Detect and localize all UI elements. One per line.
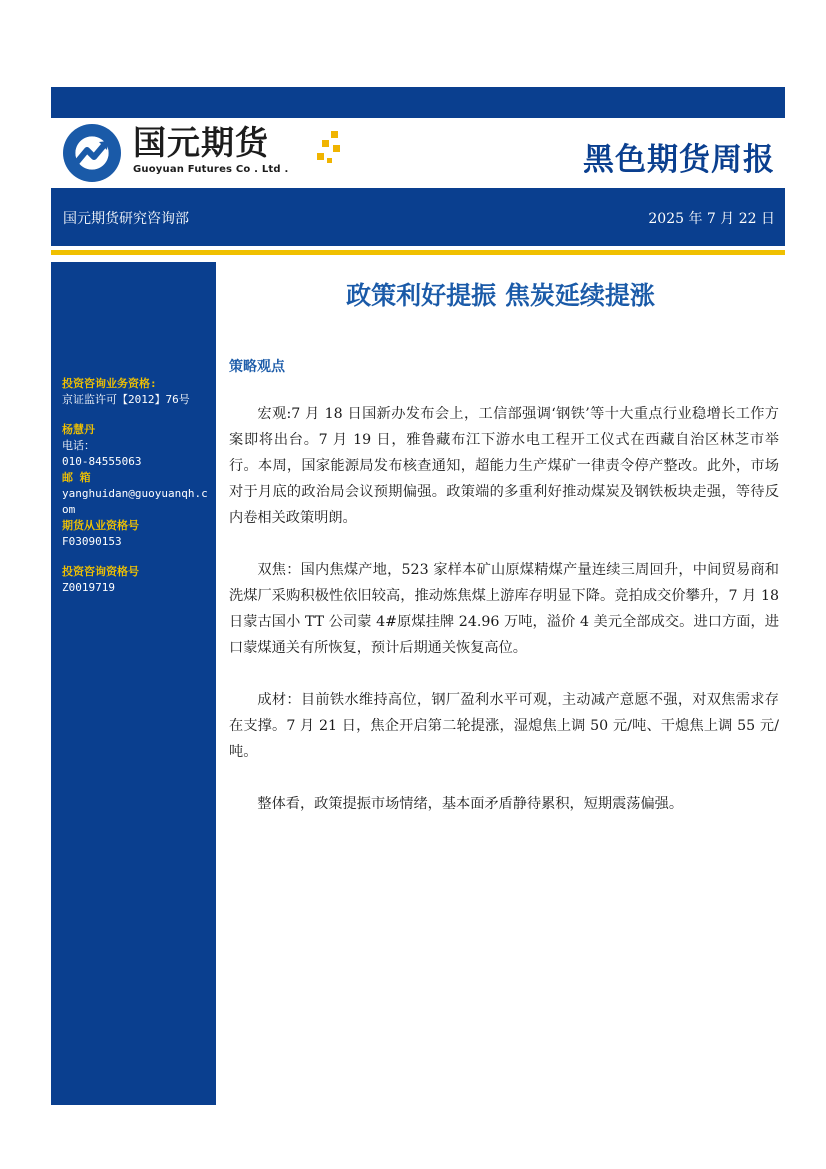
phone-value: 010-84555063 bbox=[62, 455, 142, 468]
top-banner-bar bbox=[51, 87, 785, 118]
department-name: 国元期货研究咨询部 bbox=[63, 211, 189, 227]
accent-divider bbox=[51, 250, 785, 255]
consult-license-value: Z0019719 bbox=[62, 581, 115, 594]
email-label: 邮 箱 bbox=[62, 471, 91, 484]
department-bar bbox=[51, 188, 785, 246]
paragraph-coking: 双焦：国内焦煤产地，523 家样本矿山原煤精煤产量连续三周回升，中间贸易商和洗煤厂采购积极性依旧较高，推动炼焦煤上游库存明显下降。竞拍成交价攀升，7 月 18 日蒙古国小 TT 公司蒙 4#原煤挂牌 24.96 万吨，溢价 4 美元全部成交。进口方面，进口蒙煤通关有所恢复，预计后期通关恢复高位。 bbox=[229, 562, 779, 656]
paragraph-steel: 成材：目前铁水维持高位，钢厂盈利水平可观，主动减产意愿不强，对双焦需求存在支撑。7 月 21 日，焦企开启第二轮提涨，湿熄焦上调 50 元/吨、干熄焦上调 55 元/吨。 bbox=[229, 692, 779, 760]
section-label: 策略观点 bbox=[229, 359, 285, 375]
paragraph-macro: 宏观:7 月 18 日国新办发布会上，工信部强调‘钢铁’等十大重点行业稳增长工作方案即将出台。7 月 19 日，雅鲁藏布江下游水电工程开工仪式在西藏自治区林芝市举行。本周，国家能源局发布核查通知，超能力生产煤矿一律责令停产整改。此外，市场对于月底的政治局会议预期偏强。政策端的多重利好推动煤炭及钢铁板块走强，等待反内卷相关政策明朗。 bbox=[229, 406, 779, 526]
article-title: 政策利好提振 焦炭延续提涨 bbox=[346, 281, 655, 310]
analyst-contact-block bbox=[62, 376, 212, 596]
report-header bbox=[51, 118, 785, 188]
article-body bbox=[229, 401, 779, 843]
report-date: 2025 年 7 月 22 日 bbox=[648, 211, 775, 227]
guoyuan-logo-icon bbox=[63, 124, 121, 182]
logo-dots-icon bbox=[313, 131, 343, 167]
qualification-value: 京证监许可【2012】76号 bbox=[62, 393, 190, 406]
qualification-label: 投资咨询业务资格: bbox=[62, 377, 157, 390]
analyst-name: 杨慧丹 bbox=[62, 423, 95, 436]
report-title: 黑色期货周报 bbox=[583, 142, 775, 178]
email-value: yanghuidan@guoyuanqh.com bbox=[62, 487, 208, 516]
consult-license-label: 投资咨询资格号 bbox=[62, 565, 139, 578]
paragraph-summary: 整体看，政策提振市场情绪，基本面矛盾静待累积，短期震荡偏强。 bbox=[257, 796, 684, 812]
futures-license-value: F03090153 bbox=[62, 535, 122, 548]
logo-english-name: Guoyuan Futures Co . Ltd . bbox=[133, 164, 289, 175]
futures-license-label: 期货从业资格号 bbox=[62, 519, 139, 532]
logo-chinese-name: 国元期货 bbox=[133, 123, 269, 162]
phone-label: 电话： bbox=[62, 439, 95, 452]
